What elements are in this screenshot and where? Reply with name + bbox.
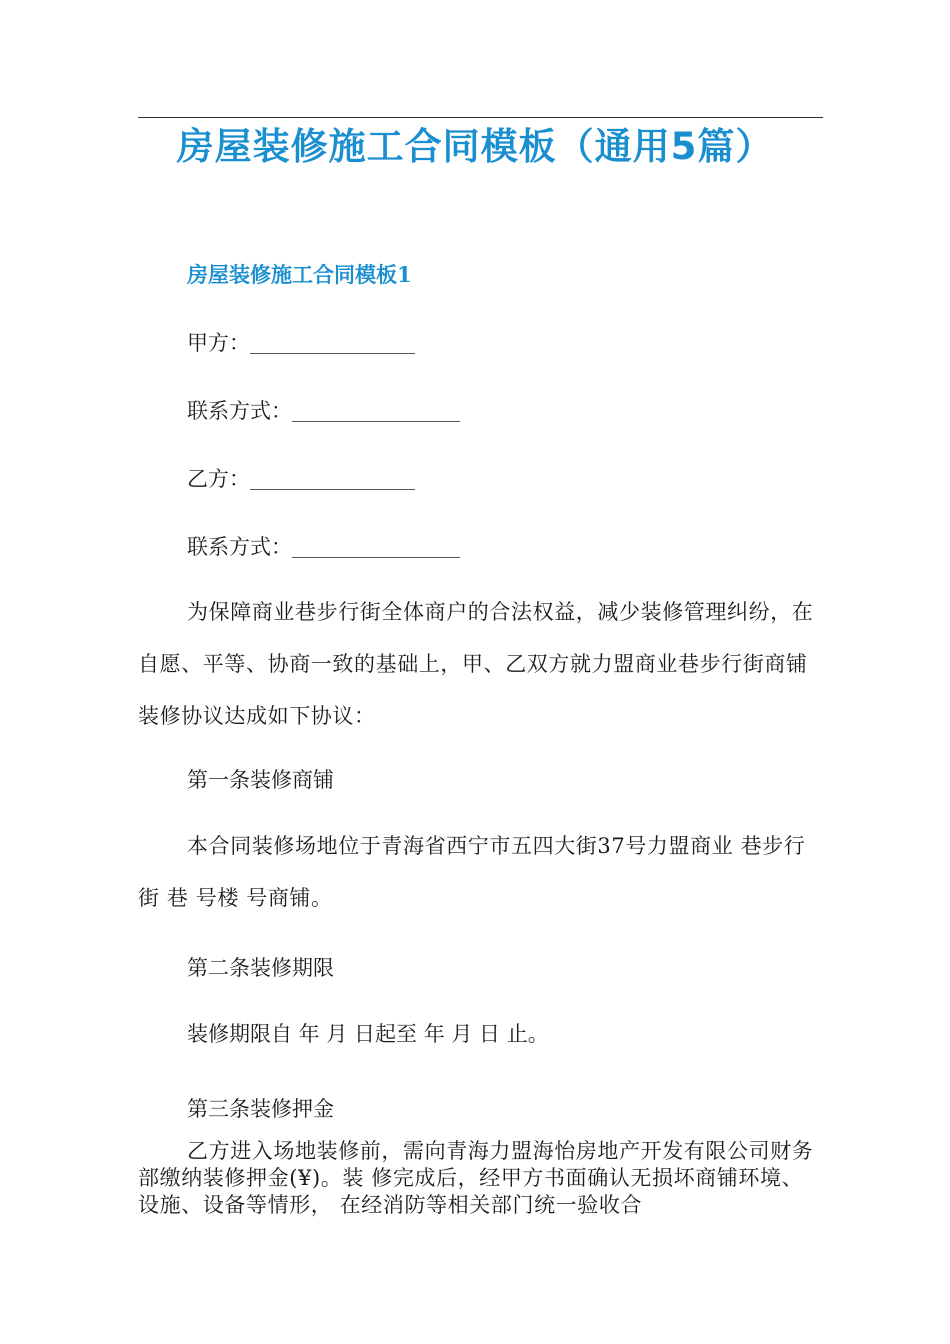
- document-title: 房屋装修施工合同模板（通用5篇）: [176, 125, 774, 168]
- party-a-blank: [250, 333, 415, 354]
- party-b-label: 乙方：: [187, 467, 250, 491]
- contact-a-blank: [292, 401, 460, 422]
- intro-paragraph: [138, 586, 823, 742]
- party-a-label: 甲方：: [187, 331, 250, 355]
- article-3-text: 乙方进入场地装修前，需向青海力盟海怡房地产开发有限公司财务部缴纳装修押金(¥)。装 修完成后，经甲方书面确认无损坏商铺环境、设施、设备等情形， 在经消防等相关部门统一验收合: [138, 1139, 814, 1217]
- contact-a-line: [187, 396, 460, 426]
- article-2-text: 装修期限自 年 月 日起至 年 月 日 止。: [187, 1022, 549, 1046]
- article-1-heading: 第一条装修商铺: [187, 768, 334, 792]
- header-rule: [138, 117, 823, 118]
- party-b-line: [187, 464, 415, 494]
- article-3-paragraph: [138, 1138, 823, 1219]
- contact-b-label: 联系方式：: [187, 535, 292, 559]
- article-1-paragraph: [138, 820, 823, 924]
- section-heading: 房屋装修施工合同模板1: [187, 262, 412, 287]
- party-a-line: [187, 328, 415, 358]
- contact-a-label: 联系方式：: [187, 399, 292, 423]
- contact-b-line: [187, 532, 460, 562]
- article-1-text: 本合同装修场地位于青海省西宁市五四大街37号力盟商业 巷步行街 巷 号楼 号商铺。: [138, 834, 806, 910]
- contact-b-blank: [292, 537, 460, 558]
- party-b-blank: [250, 469, 415, 490]
- article-3-heading: 第三条装修押金: [187, 1097, 334, 1121]
- intro-text: 为保障商业巷步行街全体商户的合法权益，减少装修管理纠纷，在自愿、平等、协商一致的基础上，甲、乙双方就力盟商业巷步行街商铺装修协议达成如下协议：: [138, 600, 814, 728]
- article-2-heading: 第二条装修期限: [187, 956, 334, 980]
